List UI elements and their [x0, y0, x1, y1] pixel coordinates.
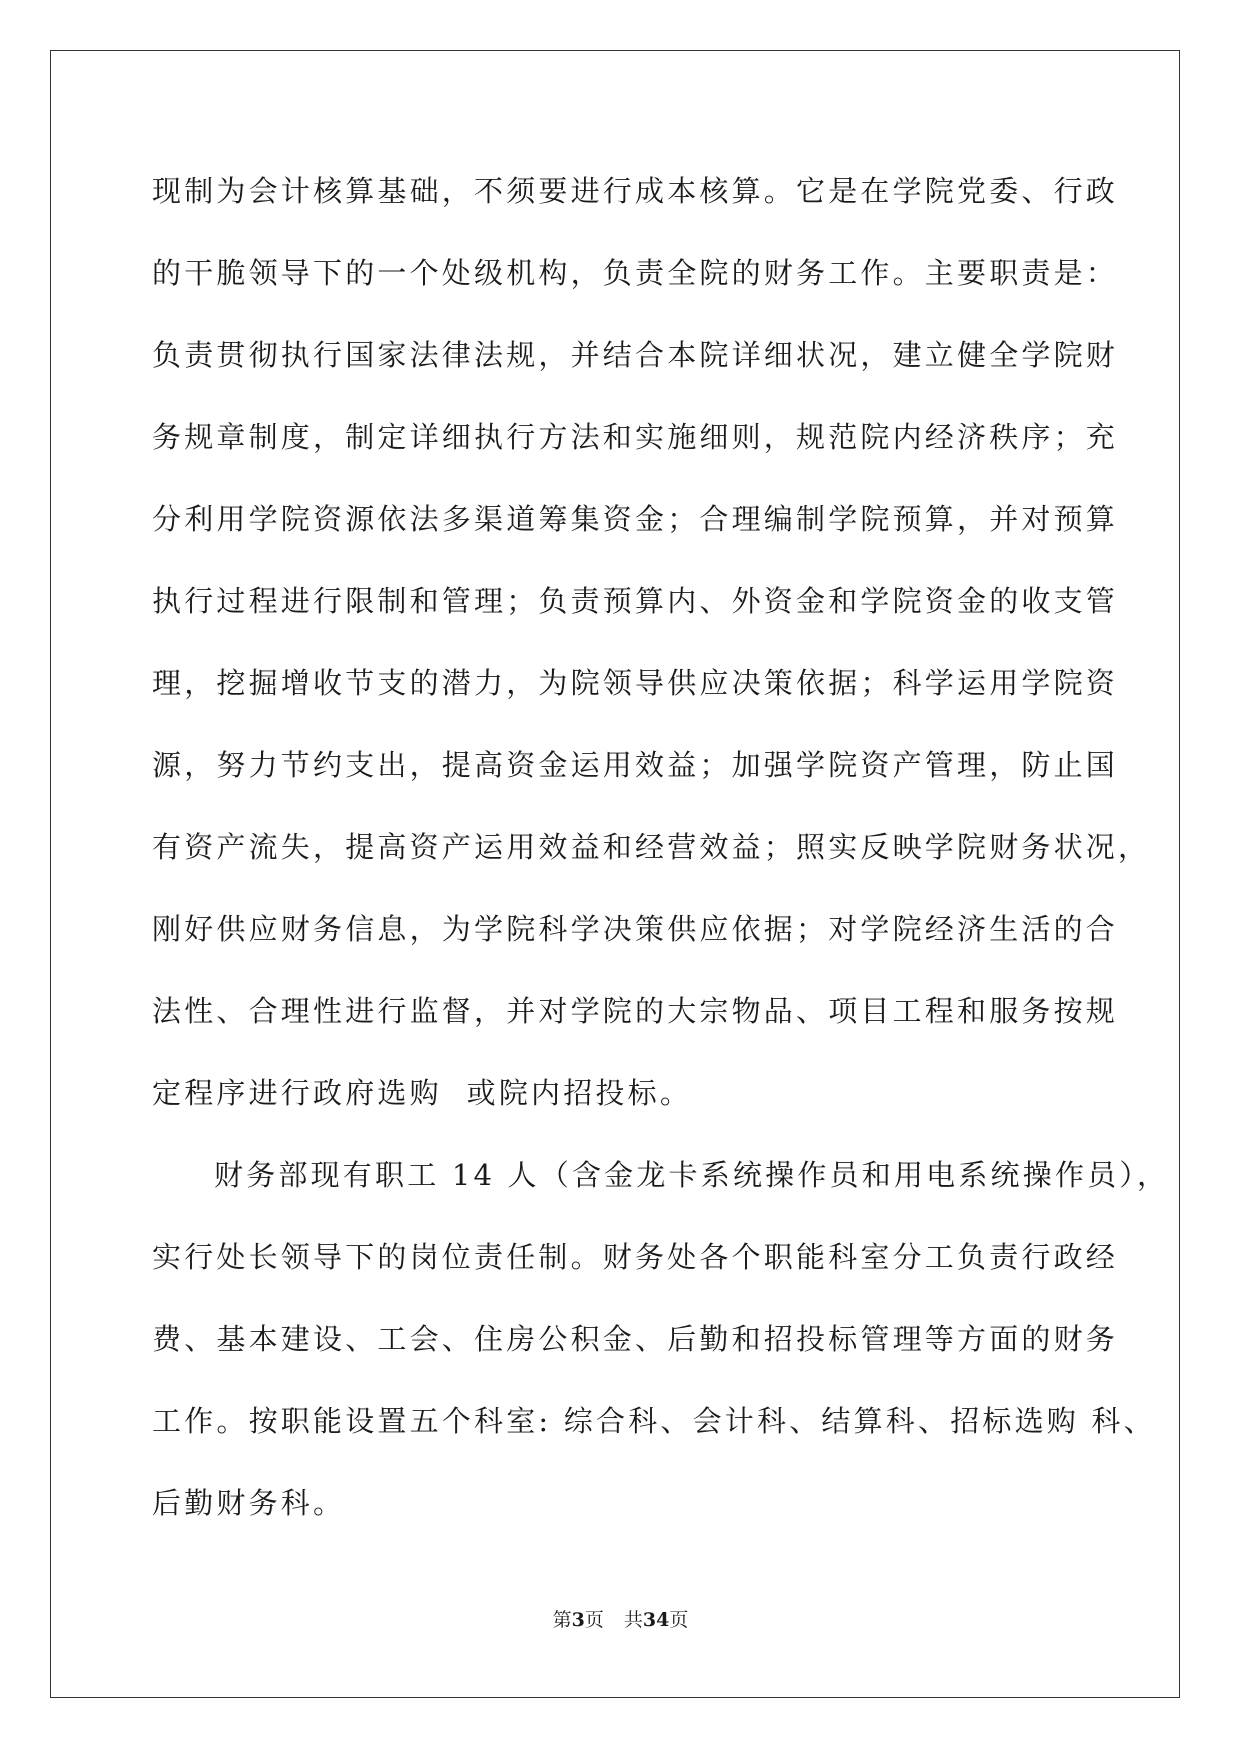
footer-page-number: 3	[571, 1609, 585, 1631]
paragraph-1-line-1: 现制为会计核算基础，不须要进行成本核算。它是在学院党委、行政	[152, 174, 1119, 208]
paragraph-1-line-8: 源，努力节约支出，提高资金运用效益；加强学院资产管理，防止国	[152, 748, 1119, 782]
paragraph-1-line-11: 法性、合理性进行监督，并对学院的大宗物品、项目工程和服务按规	[152, 994, 1119, 1028]
footer-total-prefix: 共	[623, 1609, 643, 1631]
footer-page-prefix: 第	[552, 1609, 572, 1631]
paragraph-1-line-10: 刚好供应财务信息，为学院科学决策供应依据；对学院经济生活的合	[152, 912, 1119, 946]
paragraph-1-line-5: 分利用学院资源依法多渠道筹集资金；合理编制学院预算，并对预算	[152, 502, 1119, 536]
paragraph-1-line-2: 的干脆领导下的一个处级机构，负责全院的财务工作。主要职责是：	[152, 256, 1119, 290]
paragraph-2-line-4: 工作。按职能设置五个科室: 综合科、会计科、结算科、招标选购 科、	[152, 1404, 1156, 1438]
paragraph-1-line-4: 务规章制度，制定详细执行方法和实施细则，规范院内经济秩序；充	[152, 420, 1119, 454]
paragraph-2-line-3: 费、基本建设、工会、住房公积金、后勤和招投标管理等方面的财务	[152, 1322, 1119, 1356]
paragraph-1-line-3: 负责贯彻执行国家法律法规，并结合本院详细状况，建立健全学院财	[152, 338, 1119, 372]
paragraph-1-line-6: 执行过程进行限制和管理；负责预算内、外资金和学院资金的收支管	[152, 584, 1119, 618]
document-body	[152, 164, 1170, 1558]
page-footer	[0, 1608, 1241, 1632]
paragraph-2-line-5: 后勤财务科。	[152, 1486, 346, 1520]
paragraph-2-line-2: 实行处长领导下的岗位责任制。财务处各个职能科室分工负责行政经	[152, 1240, 1119, 1274]
paragraph-1-line-7: 理，挖掘增收节支的潜力，为院领导供应决策依据；科学运用学院资	[152, 666, 1119, 700]
footer-total-suffix: 页	[669, 1609, 689, 1631]
paragraph-1-line-9: 有资产流失，提高资产运用效益和经营效益；照实反映学院财务状况，	[152, 830, 1151, 864]
footer-page-suffix: 页	[584, 1609, 604, 1631]
paragraph-1-line-12: 定程序进行政府选购 或院内招投标。	[152, 1076, 693, 1110]
paragraph-2-line-1: 财务部现有职工 14 人（含金龙卡系统操作员和用电系统操作员），	[214, 1158, 1170, 1192]
footer-total-pages: 34	[642, 1609, 670, 1631]
